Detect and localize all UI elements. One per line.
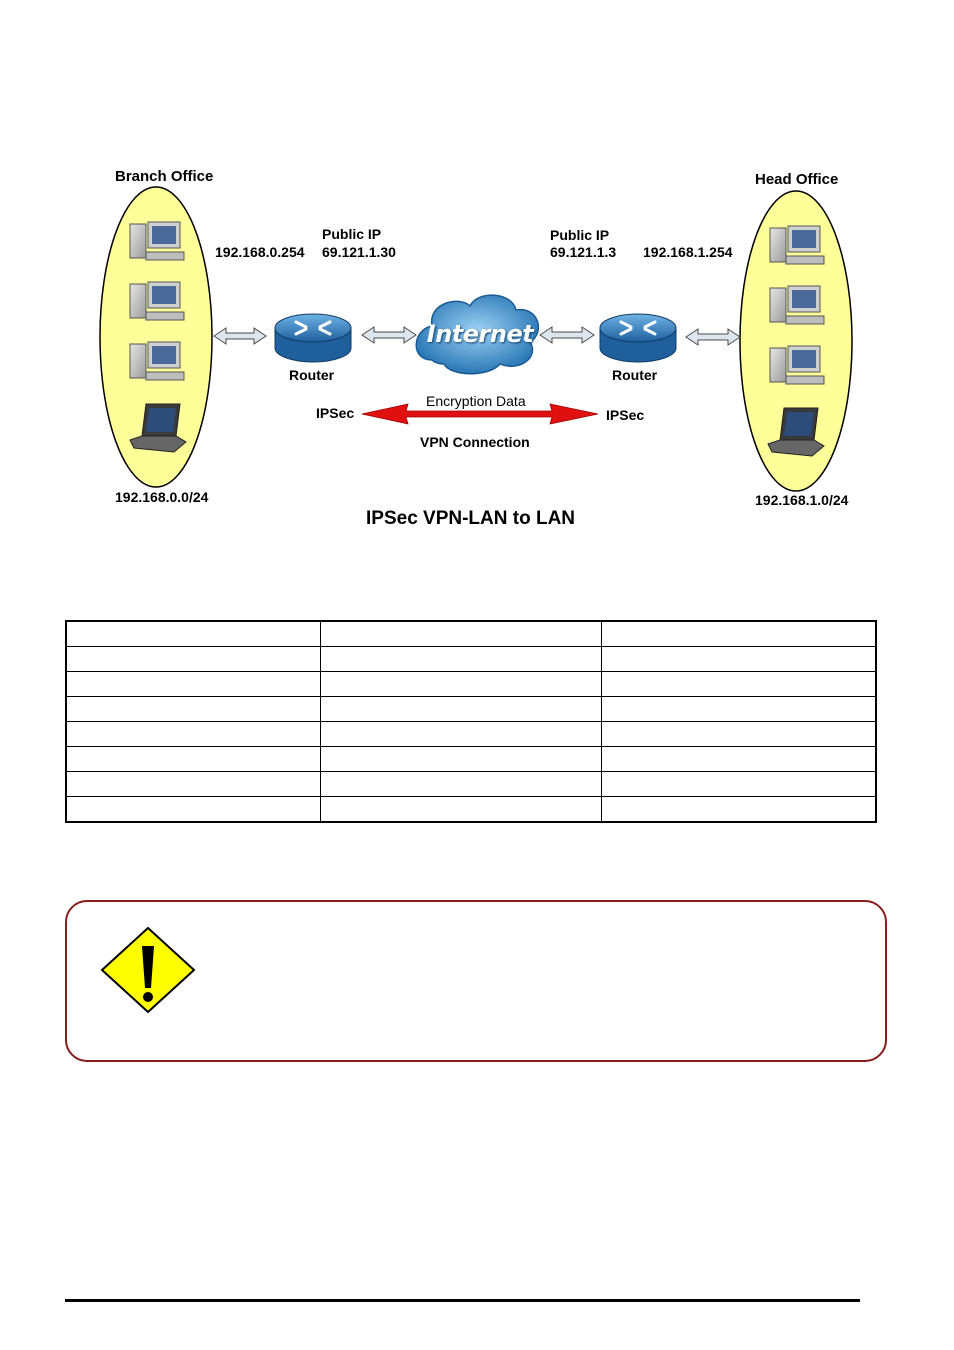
router-icon-right: [600, 314, 676, 362]
table-cell: [602, 621, 876, 647]
router-left-label: Router: [289, 367, 335, 383]
table-cell: [320, 672, 601, 697]
table-cell: [602, 747, 876, 772]
head-subnet: 192.168.1.0/24: [755, 492, 849, 508]
ipsec-left-label: IPSec: [316, 405, 355, 421]
left-public-ip-label: Public IP: [322, 226, 382, 242]
internet-label: Internet: [426, 320, 534, 348]
config-table: [65, 620, 877, 823]
right-public-ip-label: Public IP: [550, 227, 610, 243]
table-cell: [320, 747, 601, 772]
table-cell: [602, 772, 876, 797]
table-cell: [320, 772, 601, 797]
branch-subnet: 192.168.0.0/24: [115, 489, 209, 505]
table-cell: [320, 797, 601, 823]
link-arrow: [214, 328, 266, 344]
vpn-connection-label: VPN Connection: [420, 434, 530, 450]
footer-rule: [65, 1299, 860, 1302]
head-lan-ip: 192.168.1.254: [643, 244, 733, 260]
table-cell: [66, 697, 320, 722]
right-public-ip: 69.121.1.3: [550, 244, 617, 260]
table-row: [66, 747, 876, 772]
pc-icon: [130, 222, 184, 260]
pc-icon: [770, 346, 824, 384]
link-arrow: [686, 329, 740, 345]
table-cell: [66, 621, 320, 647]
table-row: [66, 697, 876, 722]
table-cell: [320, 722, 601, 747]
table-cell: [66, 647, 320, 672]
warning-note-box: [65, 900, 887, 1062]
pc-icon: [130, 342, 184, 380]
branch-lan-ip: 192.168.0.254: [215, 244, 305, 260]
table-cell: [66, 797, 320, 823]
warning-icon: [99, 926, 197, 1014]
table-cell: [602, 647, 876, 672]
table-cell: [320, 647, 601, 672]
table-row: [66, 672, 876, 697]
table-row: [66, 647, 876, 672]
pc-icon: [770, 226, 824, 264]
table-cell: [602, 797, 876, 823]
table-row: [66, 722, 876, 747]
pc-icon: [130, 282, 184, 320]
router-right-label: Router: [612, 367, 658, 383]
pc-icon: [770, 286, 824, 324]
table-cell: [602, 697, 876, 722]
link-arrow: [540, 327, 594, 343]
table-row: [66, 772, 876, 797]
vpn-diagram: [0, 0, 954, 560]
table-cell: [66, 672, 320, 697]
table-cell: [66, 722, 320, 747]
table-cell: [320, 621, 601, 647]
table-cell: [602, 722, 876, 747]
router-icon-left: [275, 314, 351, 362]
diagram-graphics: [0, 0, 954, 560]
branch-office-title: Branch Office: [115, 168, 214, 185]
table-row: [66, 621, 876, 647]
table-row: [66, 797, 876, 823]
table-cell: [66, 772, 320, 797]
ipsec-right-label: IPSec: [606, 407, 645, 423]
diagram-caption: IPSec VPN-LAN to LAN: [366, 508, 576, 529]
left-public-ip: 69.121.1.30: [322, 244, 396, 260]
table-cell: [320, 697, 601, 722]
head-office-title: Head Office: [755, 171, 839, 188]
link-arrow: [362, 327, 416, 343]
encryption-data-label: Encryption Data: [426, 393, 526, 409]
table-cell: [602, 672, 876, 697]
table-cell: [66, 747, 320, 772]
